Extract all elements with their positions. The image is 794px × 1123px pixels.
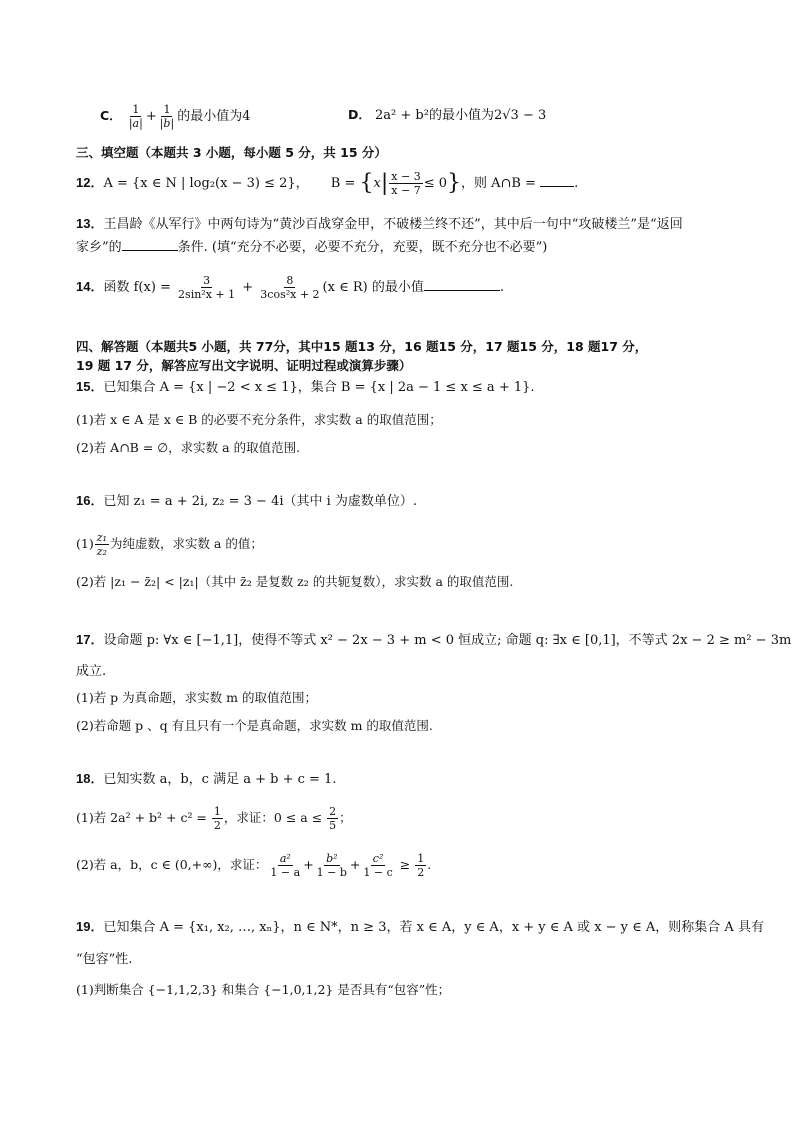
question-16-stem: 16．已知 z₁ = a + 2i, z₂ = 3 − 4i（其中 i 为虚数单位）. [76,493,418,509]
option-d: D． 2a² + b²的最小值为2√3 − 3 [348,107,547,123]
question-19-part1: (1)判断集合 {−1,1,2,3} 和集合 {−1,0,1,2} 是否具有“包容”性； [76,982,451,997]
question-18-part1: (1)若 2a² + b² + c² = $\frac{1}{2}$ ，求证：0 ≤ a ≤ $\frac{2}{5}$ ； [76,805,352,832]
question-19-line2: “包容”性. [76,952,133,967]
question-19-line1: 19．已知集合 A = {x₁, x₂, …, xₙ}，n ∈ N*，n ≥ 3，若 x ∈ A，y ∈ A，x + y ∈ A 或 x − y ∈ A，则称集合 A 具有 [76,919,764,935]
question-18-part2: (2)若 a，b，c ∈ (0,+∞)，求证： $\frac{\text{a²}}{1 - a}$ + $\frac{\text{b²}}{1 - b}$ + $\frac{\text{c²}}{1 - c}$ ≥ $\frac{1}{2}$ . [76,852,432,879]
question-15-part1: (1)若 x ∈ A 是 x ∈ B 的必要不充分条件，求实数 a 的取值范围； [76,412,442,427]
question-17-part2: (2)若命题 p 、q 有且只有一个是真命题，求实数 m 的取值范围. [76,718,433,733]
answer-blank-14[interactable] [424,278,500,291]
frac-1-abs-a: $\frac{1}{|a|}$ [128,103,143,130]
question-17-part1: (1)若 p 为真命题，求实数 m 的取值范围； [76,690,317,705]
question-14: 14．函数 f(x) = $\frac{3}{\text{2sin²x + 1}}$ + $\frac{8}{\text{3cos²x + 2}}$ (x ∈ R) 的最小值 . [76,274,504,301]
question-13-line2: 家乡”的 条件. (填“充分不必要，必要不充分，充要，既不充分也不必要”) [76,240,548,255]
question-16-part1: (1) $\frac{\text{z₁}}{\text{z₂}}$ 为纯虚数，求实数 a 的值； [76,531,263,558]
question-15-part2: (2)若 A∩B = ∅，求实数 a 的取值范围. [76,440,301,455]
section-4-heading-line2: 19 题 17 分，解答应写出文字说明、证明过程或演算步骤） [76,358,412,373]
section-4-heading-line1: 四、解答题（本题共5 小题，共 77分，其中15 题13 分，16 题15 分，17 题15 分，18 题17 分， [76,339,648,354]
question-16-part2: (2)若 |z₁ − z̄₂| < |z₁|（其中 z̄₂ 是复数 z₂ 的共轭复数），求实数 a 的取值范围. [76,574,514,589]
section-3-heading: 三、填空题（本题共 3 小题，每小题 5 分，共 15 分） [76,145,387,160]
question-18-stem: 18．已知实数 a，b，c 满足 a + b + c = 1. [76,771,337,787]
frac-1-abs-b: $\frac{1}{|b|}$ [159,103,175,130]
q14-fraction-2: $\frac{8}{\text{3cos²x + 2}}$ [260,274,320,301]
q14-fraction-1: $\frac{3}{\text{2sin²x + 1}}$ [178,274,236,301]
option-c: C． $\frac{1}{|a|}$ + $\frac{1}{|b|}$ 的最小值为4 [100,103,251,130]
question-17-line1: 17．设命题 p: ∀x ∈ [−1,1]，使得不等式 x² − 2x − 3 + m < 0 恒成立; 命题 q: ∃x ∈ [0,1]，不等式 2x − 2 ≥ m² − 3m [76,632,792,648]
question-12: 12．A = {x ∈ N | log₂(x − 3) ≤ 2}， B = {x| $\frac{x - 3}{x - 7}$ ≤ 0}，则 A∩B = . [76,170,579,197]
question-17-line2: 成立. [76,664,107,679]
q12-fraction: $\frac{x - 3}{x - 7}$ [391,170,421,197]
question-13-line1: 13．王昌龄《从军行》中两句诗为“黄沙百战穿金甲，不破楼兰终不还”，其中后一句中“攻破楼兰”是“返回 [76,216,683,232]
answer-blank-13[interactable] [122,238,178,251]
q16-fraction: $\frac{\text{z₁}}{\text{z₂}}$ [96,531,107,558]
question-15-stem: 15．已知集合 A = {x | −2 < x ≤ 1}，集合 B = {x | 2a − 1 ≤ x ≤ a + 1}. [76,379,535,395]
answer-blank-12[interactable] [540,174,574,187]
